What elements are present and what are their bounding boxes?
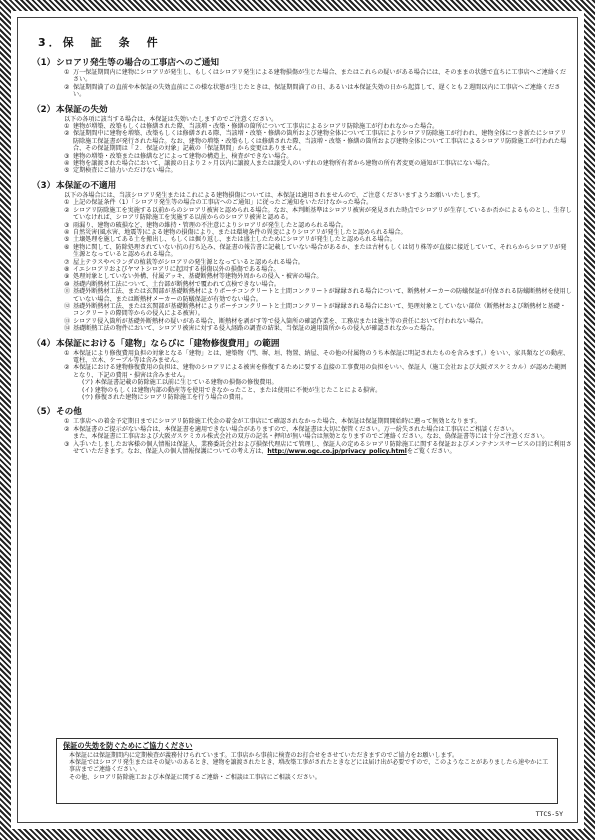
section-number: （3）	[32, 180, 56, 191]
notice-line: 本保証ではシロアリ発生またはその疑いのあるとき、建物を譲渡されたとき、増改築工事がされたときなどには届け出が必要ですので、このようなことがありましたら速やかに工事店までご連絡ください。	[69, 759, 549, 774]
list-item: ② 保証期間満了の直前や本保証の失効直前にこの様な状態が生じたときは、保証期間満了の日、あるいは本保証失効の日から起算して、遅くとも２週間以内に工事店へご連絡ください。	[64, 83, 561, 99]
notice-line: 本保証には保証期間内に定期検査が義務付けられています。工事店から事前に検査のお打合せをさせていただきますのでご協力をお願いします。	[69, 752, 459, 759]
list-item: ① 万一保証期間内に建物にシロアリが発生し、もしくはシロアリ発生による建物損傷が生じた場合、またはこれらの疑いがある場合には、そのままの状態で直ちに工事店へご連絡ください。	[64, 69, 567, 84]
section-heading	[32, 337, 572, 349]
list-item: ③ 建物の増築・改築または修繕などによって建物の構造上、検査ができない場合。	[64, 152, 293, 160]
section-heading	[32, 405, 572, 417]
sub-item: (ア) 本保証書記載の防除施工以前に生じている建物の損傷の修復費用。	[82, 379, 278, 387]
list-item: ⑪ 基礎外断熱材工法、または玄関部が基礎断熱材によりポーチコンクリートと土間コンクリートが縁縁される場合について、断熱材メーカーの防蟻保証が付保される防蟻断熱材を使用していない場合、または断熱材メーカーの防蟻保証が有効でない場合。	[64, 288, 572, 303]
privacy-policy-link[interactable]: http://www.ogc.co.jp/privacy_policy.html	[267, 448, 407, 456]
sub-item: (ウ) 修復された建物にシロアリ防除施工を行う場合の費用。	[82, 394, 247, 402]
section-number: （2）	[32, 104, 56, 115]
section-title: シロアリ発生等の場合の工事店へのご通知	[56, 58, 219, 68]
list-item: ③ 雨漏り、建物の破損など、建物の維持・管理の不注意によりシロアリが発生したと認められる場合。	[64, 221, 347, 229]
list-item: ⑧ イエシロアリおよびヤマトシロアリに起因する損傷以外の損傷である場合。	[64, 265, 280, 273]
list-item: ⑫ 基礎外断熱材工法、または玄関部が基礎断熱材によりポーチコンクリートと土間コンクリートが縁縁される場合において、処理対象としていない部位（断熱材および断熱材と基礎・コンクリートの際間等からの侵入による被害）。	[64, 302, 566, 318]
section-3	[24, 179, 572, 333]
document-code: TTCS-5Y	[535, 810, 563, 818]
list-item: ⑬ シロアリ侵入箇所が基礎外断熱材の疑いがある場合、断熱材を剥がす等で侵入箇所の確認作業を、工務店または施主等の責任において行われない場合。	[64, 317, 488, 325]
section-title: 本保証における「建物」ならびに「建物修復費用」の範囲	[56, 338, 280, 349]
list-item: ⑤ 土壌処理を施してある土を搬出し、もしくは掘り返し、または盛土したためにシロアリが発生したと認められる場合。	[64, 236, 396, 244]
section-heading	[32, 179, 572, 191]
section-list	[24, 123, 572, 175]
section-title: 本保証の失効	[56, 104, 108, 115]
section-5	[24, 405, 572, 455]
section-1	[24, 56, 572, 99]
list-item: ① 上記の保証条件（1）「シロアリ発生等の場合の工事店へのご通知」に従ったご通知をいただけなかった場合。	[64, 199, 373, 207]
section-heading	[32, 103, 572, 115]
sub-item: (イ) 建物のもしくは建物内部の動産等を使用できなかったこと、または使用に不便が生じたことによる損害。	[82, 386, 382, 394]
document-body	[24, 24, 572, 455]
page-title: 3．保 証 条 件	[38, 36, 161, 49]
section-number: （5）	[32, 407, 56, 418]
notice-line: その他、シロアリ防除施工および本保証に関するご連絡・ご相談は工事店にご相談ください。	[69, 773, 321, 781]
section-title: その他	[56, 407, 82, 418]
section-list	[24, 199, 572, 332]
section-intro: 以下の各場合には、当該シロアリ発生またはこれによる建物損傷については、本保証は適用されませんので、ご注意くださいますようお願いいたします。	[64, 191, 484, 199]
notice-box	[56, 738, 558, 804]
list-item: ① 本保証により修復費用負担の対象となる「建物」とは、建築物（門、塀、垣、物置、納屋、その他の付属物のうち本保証に明記されたものを含みます。）をいい、家具類などの動産、電柱、立木、ケーブル等は含みません。	[64, 349, 570, 364]
section-title: 本保証の不適用	[56, 180, 117, 191]
section-number: （1）	[32, 58, 56, 68]
list-item: ⑭ 基礎断熱工法の物件において、シロアリ被害に対する侵入経路の調査の結果、当保証の適用箇所からの侵入が確認されなかった場合。	[64, 325, 439, 333]
list-item: ⑤ 定期検査にご協力いただけない場合。	[64, 167, 177, 175]
list-item: ② 保証期間中に建物を増築、改築もしくは修繕される際、当該増・改築・修繕の箇所および建物全体について工事店によりシロアリ防除施工が行われ、建物全体につき新たにシロアリ防除施工保証書が発行された場合。なお、建物の増築・改築もしくは修繕された際、当該増・改築・修繕の箇所および建物全体について工事店によるシロアリ防除施工が行われた場合、その保証期間は「２．保証の対象」記載の「保証期間」から変更はありません。	[64, 130, 567, 153]
list-item: ② 本保証における建物修復費用の負担は、建物のシロアリによる被害を修復するために要する直接の工事費用の負担をいい、保証人（施工会社および大阪ガスケミカル）が認めた範囲となり、下記の費用・損害は含みません。	[64, 364, 567, 379]
section-list	[24, 418, 572, 455]
section-list	[24, 69, 572, 99]
list-item: ③ 入手いたしましたお客様の個人情報は保証人、業務委託会社および損保代理店にて管理し、保証人の定めるシロアリ防除施工に関する保証およびメンテナンスサービスの目的に利用させていただきます。なお、保証人の個人情報保護についての考え方は、http://www.ogc.co.jp/privacy_policy.htmlをご覧ください。	[64, 440, 572, 456]
list-item: ② シロアリ防除施工を実施する以前からのシロアリ被害と認められる場合。なお、本判断基準はシロアリ被害が発見された時点でシロアリが生存しているか否かによるものとし、生存していなければ、シロアリ防除施工を実施する以前からのシロアリ被害と認める。	[64, 206, 572, 222]
section-heading	[32, 56, 572, 68]
list-item: ⑦ 屋上テラスやベランダの植栽等がシロアリの発生源となっていると認められる場合。	[64, 258, 304, 266]
section-intro: 以下の各項に該当する場合は、本保証は失効いたしますのでご注意ください。	[64, 115, 278, 123]
section-number: （4）	[32, 338, 56, 349]
section-4	[24, 337, 572, 402]
list-item: ④ 建物を譲渡された場合において、譲渡の日より２ヶ月以内に譲渡人または譲受人のいずれの建物所有者から建物の所有者変更の通知が工事店にない場合。	[64, 160, 494, 168]
list-item: また、本保証書に工事店および大阪ガスケミカル株式会社の双方の記名・押印が無い場合は無効となりますのでご連絡ください。なお、偽保証書等には十分ご注意ください。	[73, 433, 549, 441]
section-2	[24, 103, 572, 175]
list-item: ① 建物が増築、改築もしくは修繕された際、当該増・改築・修繕の箇所について工事店によるシロアリ防除施工が行われなかった場合。	[64, 123, 439, 131]
list-item: ④ 自然災害(風水害、地震等)による建物の損傷により、または環境条件の異変によりシロアリが発生したと認められる場合。	[64, 228, 407, 236]
section-list	[24, 350, 572, 380]
list-item: ⑩ 基礎内断熱材工法について、土台部が断熱材で覆われて点検できない場合。	[64, 280, 280, 288]
list-item: ⑥ 建物に関して、防除処理されていない抗の打ち込み、保証書の報告書に記載していない場合があるか、または古材もしくは切り株等が直接に接近していて、それらからシロアリが発生源となっていると認められる場合。	[64, 243, 567, 259]
list-item: ① 工事店への着金予定期日までにシロアリ防除施工代金の着金が工事店にて確認されなかった場合、本保証は保証期間開始時に遡って無効となります。	[64, 418, 481, 426]
list-item: ⑨ 処理対象としていない外構、付属デッキ、基礎断熱材等建物外周からの侵入・被害の場合。	[64, 273, 323, 281]
notice-heading: 保証の失効を防ぐためにご協力ください	[63, 741, 193, 750]
list-item: ② 本保証書のご提示がない場合は、本保証書を適用できない場合がありますので、本保証書は大切に保管ください。万一紛失された場合は工事店にご相談ください。	[64, 425, 518, 433]
